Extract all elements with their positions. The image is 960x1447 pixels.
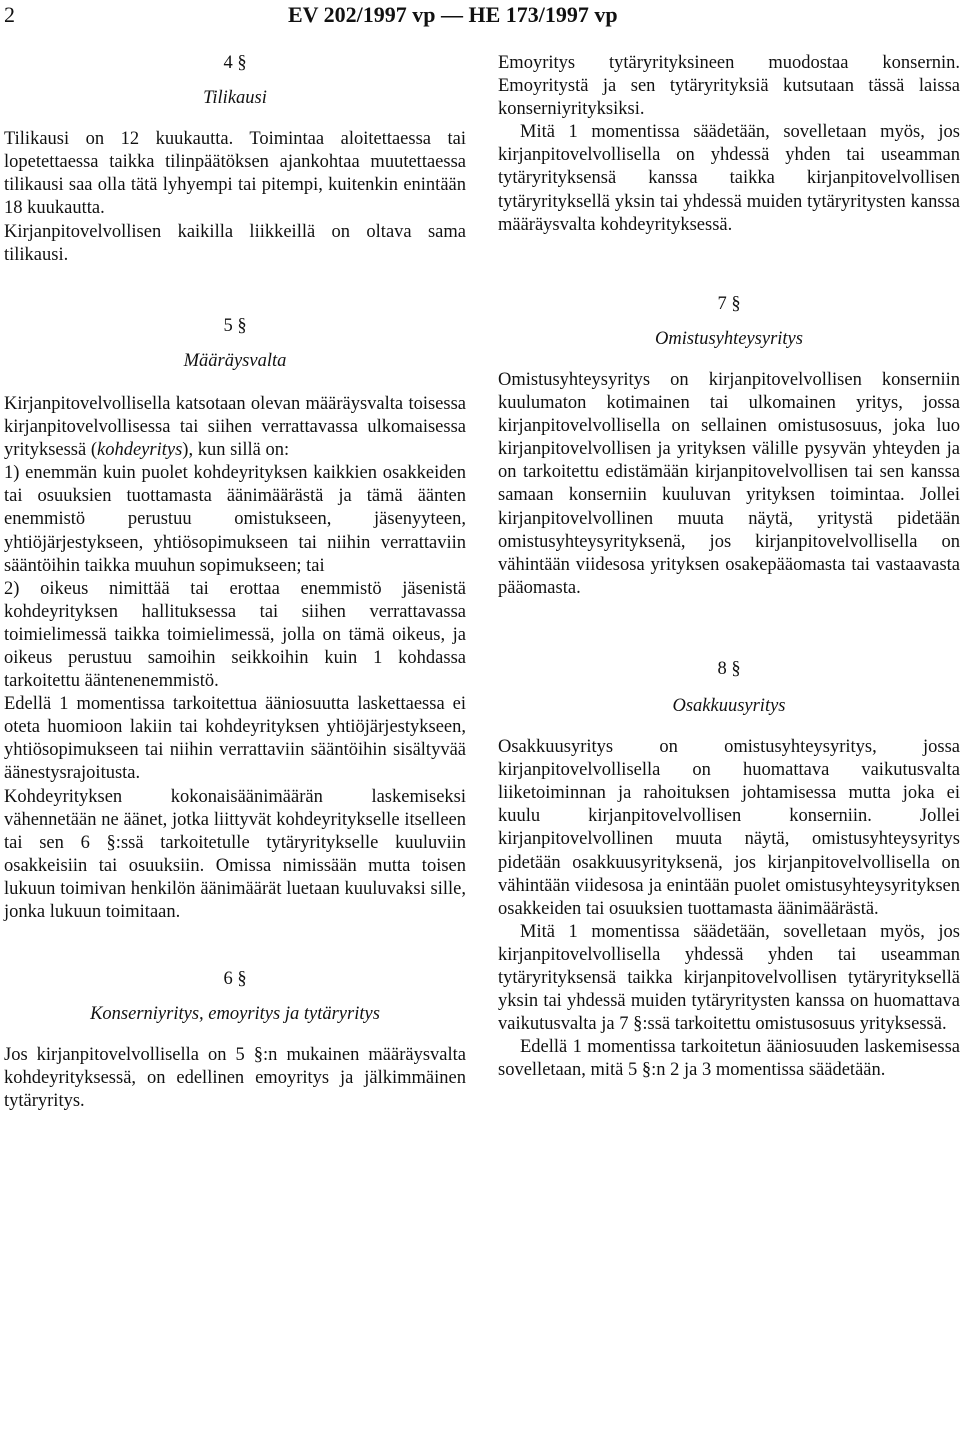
section-title: Omistusyhteysyritys <box>655 328 803 349</box>
section-number: 5 § <box>223 315 247 336</box>
section-title: Määräysvalta <box>183 350 287 371</box>
paragraph: Edellä 1 momentissa tarkoitettua ääniosuutta laskettaessa ei oteta huomioon lakiin tai kohdeyrityksen yhtiöjärjestykseen, yhtiösopimukseen tai niihin verrattaviin sääntöihin sisältyvää äänestysrajoitusta. <box>4 694 466 784</box>
section-number: 7 § <box>717 293 741 314</box>
paragraph: Tilikausi on 12 kuukautta. Toimintaa aloitettaessa tai lopetettaessa taikka tilinpäätöksen ajankohtaa muutettaessa tilikausi saa olla tätä lyhyempi tai pitempi, kuitenkin enintään 18 kuukautta. <box>4 129 466 219</box>
running-title: EV 202/1997 vp — HE 173/1997 vp <box>288 2 618 27</box>
section-number: 8 § <box>717 658 741 679</box>
page-header <box>0 0 960 30</box>
section-number: 4 § <box>223 53 247 73</box>
section-title: Konserniyritys, emoyritys ja tytäryritys <box>90 1004 380 1025</box>
section-5 <box>4 315 466 924</box>
section-6 <box>4 968 466 1113</box>
section-number: 6 § <box>223 969 247 990</box>
section-title: Osakkuusyritys <box>672 695 786 716</box>
page-number: 2 <box>4 2 15 27</box>
paragraph: Edellä 1 momentissa tarkoitetun ääniosuuden laskemisessa sovelletaan, mitä 5 §:n 2 ja 3 momentissa säädetään. <box>498 1037 960 1081</box>
defined-term: kohdeyritys <box>97 440 183 461</box>
section-4 <box>4 52 466 267</box>
section-8 <box>498 658 960 1083</box>
paragraph: Kohdeyrityksen kokonaisäänimäärän laskemiseksi vähennetään ne äänet, jotka liittyvät kohdeyritykselle itselleen tai sen 6 §:ssä tarkoitetulle tytäryritykselle kuuluviin osakkeisiin tai osuuksiin. Omissa nimissään mutta toisen lukuun toimivan henkilön äänimäärät luetaan kuuluvaksi sille, jonka lukuun toimitaan. <box>4 786 466 922</box>
section-7 <box>498 293 960 600</box>
paragraph: Mitä 1 momentissa säädetään, sovelletaan myös, jos kirjanpitovelvollisella on yhdessä yhden tai useamman tytäryrityksensä kanssa taikka kirjanpitovelvollisen tytäryrityksellä yksin tai yhdessä muiden tytäryritysten kanssa määräysvalta kohdeyrityksessä. <box>498 122 960 235</box>
paragraph: Kirjanpitovelvollisen kaikilla liikkeillä on oltava sama tilikausi. <box>4 221 466 265</box>
right-column <box>498 52 960 1082</box>
paragraph: Emoyritys tytäryrityksineen muodostaa konsernin. Emoyritystä ja sen tytäryrityksiä kutsutaan tässä laissa konserniyrityksiksi. <box>498 53 960 120</box>
paragraph: Osakkuusyritys on omistusyhteysyritys, jossa kirjanpitovelvollisella on huomattava vaikutusvalta liiketoiminnan ja rahoituksen johtamisessa mutta joka ei kuulu kirjanpitovelvollisen konserniin. Jollei kirjanpitovelvollinen muuta näytä, omistusyhteysyritys pidetään osakkuusyrityksenä, jos kirjanpitovelvollisella on vähintään viidesosa ja enintään puolet omistusyhteysyrityksen osakkeiden tai osuuksien tuottamasta äänimäärästä. <box>498 737 960 919</box>
section-6-continued <box>498 52 960 237</box>
section-title: Tilikausi <box>203 88 267 109</box>
paragraph: Omistusyhteysyritys on kirjanpitovelvollisen konserniin kuulumaton kotimainen tai ulkomainen yritys, jossa kirjanpitovelvollisella on sellainen omistusosuus, joka luo kirjanpitovelvollisen ja yrityksen välille pysyvän yhteyden ja on tarkoitettu edistämään kirjanpitovelvollisen tai sen kanssa samaan konserniin kuuluvan yrityksen toimintaa. Jollei kirjanpitovelvollinen muuta näytä, yritystä pidetään omistusyhteysyrityksenä, jos kirjanpitovelvollisella on vähintään viidesosa yrityksen osakepääomasta tai vastaavasta pääomasta. <box>498 369 960 598</box>
paragraph: 1) enemmän kuin puolet kohdeyrityksen kaikkien osakkeiden tai osuuksien tuottamasta äänimäärästä ja tämä äänten enemmistö perustuu omistukseen, jäsenyyteen, yhtiöjärjestykseen, yhtiösopimukseen tai niihin verrattaviin sääntöihin taikka muuhun sopimukseen; tai <box>4 463 466 576</box>
paragraph: Jos kirjanpitovelvollisella on 5 §:n mukainen määräysvalta kohdeyrityksessä, on edellinen emoyritys ja jälkimmäinen tytäryritys. <box>4 1045 466 1112</box>
paragraph: Mitä 1 momentissa säädetään, sovelletaan myös, jos kirjanpitovelvollisella yhdessä yhden tai useamman tytäryrityksensä taikka kirjanpitovelvollisen tytäryrityksellä yksin tai yhdessä muiden tytäryritysten kanssa on huomattava vaikutusvalta ja 7 §:ssä tarkoitettu omistusosuus yrityksessä. <box>498 921 960 1035</box>
left-column <box>4 52 466 1114</box>
paragraph: Kirjanpitovelvollisella katsotaan olevan määräysvalta toisessa kirjanpitovelvollisessa tai siihen verrattavassa ulkomaisessa yrityksessä (kohdeyritys), kun sillä on: <box>4 393 466 461</box>
paragraph: 2) oikeus nimittää tai erottaa enemmistö jäsenistä kohdeyrityksen hallituksessa tai siihen verrattavassa toimielimessä taikka toimielimessä, jolla on tämä oikeus, ja oikeus perustuu samoihin seikkoihin kuin 1 kohdassa tarkoitettu ääntenenemmistö. <box>4 578 466 692</box>
